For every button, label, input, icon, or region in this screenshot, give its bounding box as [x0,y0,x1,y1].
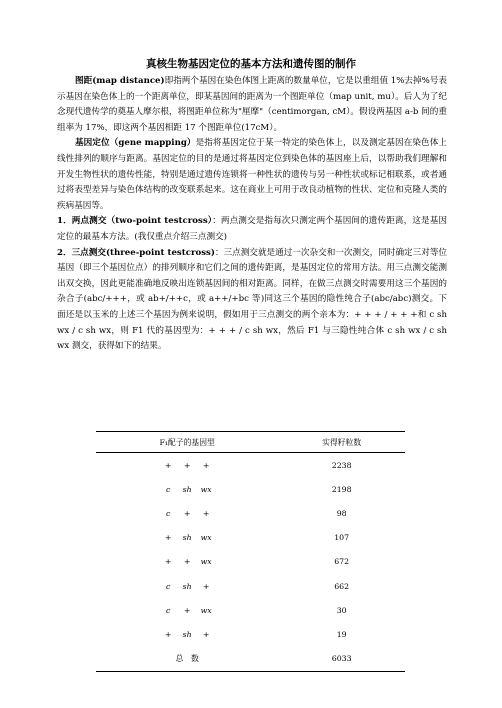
allele: + [164,557,172,567]
genotype-cell [96,622,278,646]
table-row [96,526,405,550]
genotype-cell [96,574,278,598]
allele: + [183,557,191,567]
text-three-point: ：三点测交就是通过一次杂交和一次测交，同时确定三对等位基因（即三个基因位点）的排列顺序和它们之间的遗传距离，是基因定位的常用方法。用三点测交能测出双交换，因此更能准确地反映出连锁基因间的相对距离。同样，在做三点测交时需要用这三个基因的杂合子(abc/+++，或 ab+/++c，或 a++/+bc 等)同这三个基因的隐性纯合子(abc/abc)测交。下面还是以玉米的上述三个基因为例来说明，假如用于三点测交的两个亲本为：+ + + / + + +和 c sh wx / c sh wx，则 F1 代的基因型为：+ + + / c sh wx，然后 F1 与三隐性纯合体 c sh wx / c sh wx 测交，获得如下的结果。 [57,247,448,352]
genotype-cell [96,526,278,550]
count-cell: 107 [334,533,350,543]
allele: + [202,508,210,518]
allele: + [183,460,191,470]
allele: c [165,581,171,591]
table-row [96,574,405,598]
allele: wx [200,484,212,494]
genotype-cell [96,453,278,478]
allele: wx [200,605,212,615]
allele: sh [182,484,192,494]
term-three-point: 2．三点测交(three-point testcross) [57,247,215,258]
term-gene-mapping: 基因定位（gene mapping） [75,138,196,149]
table-row [96,477,405,501]
table-row [96,453,405,478]
paragraph-map-distance [57,74,447,136]
allele: + [183,508,191,518]
count-cell: 19 [336,629,347,639]
allele: sh [182,581,192,591]
count-cell: 672 [334,557,350,567]
allele: wx [200,533,212,543]
allele: wx [200,557,212,567]
table-row [96,501,405,525]
genotype-cell [96,598,278,622]
term-two-point: 1．两点测交（two-point testcross） [57,216,213,227]
count-cell: 2198 [331,484,352,494]
genotype-cell [96,501,278,525]
genotype-cell [96,477,278,501]
allele: + [202,581,210,591]
allele: sh [182,629,192,639]
allele: + [164,629,172,639]
allele: + [164,460,172,470]
term-map-distance: 图距(map distance) [75,76,165,86]
table-row [96,598,405,622]
allele: c [165,508,171,518]
testcross-table [96,431,405,672]
allele: c [165,605,171,615]
count-cell: 98 [336,508,347,518]
count-cell: 2238 [331,460,352,470]
count-cell: 662 [334,581,350,591]
text-map-distance: 即指两个基因在染色体图上距离的数量单位，它是以重组值 1%去掉%号表示基因在染色体上的一个距离单位，即某基因间的距离为一个图距单位（map unit, mu）。后人为了纪念现代遗传学的奠基人摩尔根，将图距单位称为"厘摩"（centimorgan, cM）。假设两基因 a-b 间的重组率为 17%，即这两个基因相距 17 个图距单位(17cM）。 [57,76,447,133]
count-cell: 30 [336,605,347,615]
table-row [96,622,405,646]
allele: sh [182,533,192,543]
item-three-point [57,246,447,355]
allele: + [202,629,210,639]
header-genotype: F₁配子的基因型 [96,432,278,453]
genotype-cell [96,550,278,574]
allele: c [165,484,171,494]
allele: + [164,533,172,543]
table-total-row [96,647,405,672]
page-title: 真核生物基因定位的基本方法和遗传图的制作 [146,58,356,70]
text-two-point: ：两点测交是指每次只测定两个基因间的遗传距离，这是基因定位的最基本方法。(我仅重点介绍三点测交) [57,216,447,242]
item-two-point [57,214,447,245]
allele: + [183,605,191,615]
header-count: 实得籽粒数 [278,432,405,453]
paragraph-gene-mapping [57,136,447,214]
table-row [96,550,405,574]
body-text [57,74,447,355]
total-value: 6033 [278,647,405,672]
allele: + [202,460,210,470]
total-label: 总 数 [96,647,278,672]
table-header-row [96,432,405,453]
text-gene-mapping: 是指将基因定位于某一特定的染色体上，以及测定基因在染色体上线性排列的顺序与距离。基因定位的目的是通过将基因定位到染色体的基因座上后，以帮助我们理解和开发生物性状的遗传性能，特别是通过遗传连锁将一种性状的遗传与另一种性状或标记相联系，或者通过将表型差异与染色体结构的改变联系起来。这在商业上可用于改良动植物的性状、定位和克隆人类的疾病基因等。 [57,138,447,211]
